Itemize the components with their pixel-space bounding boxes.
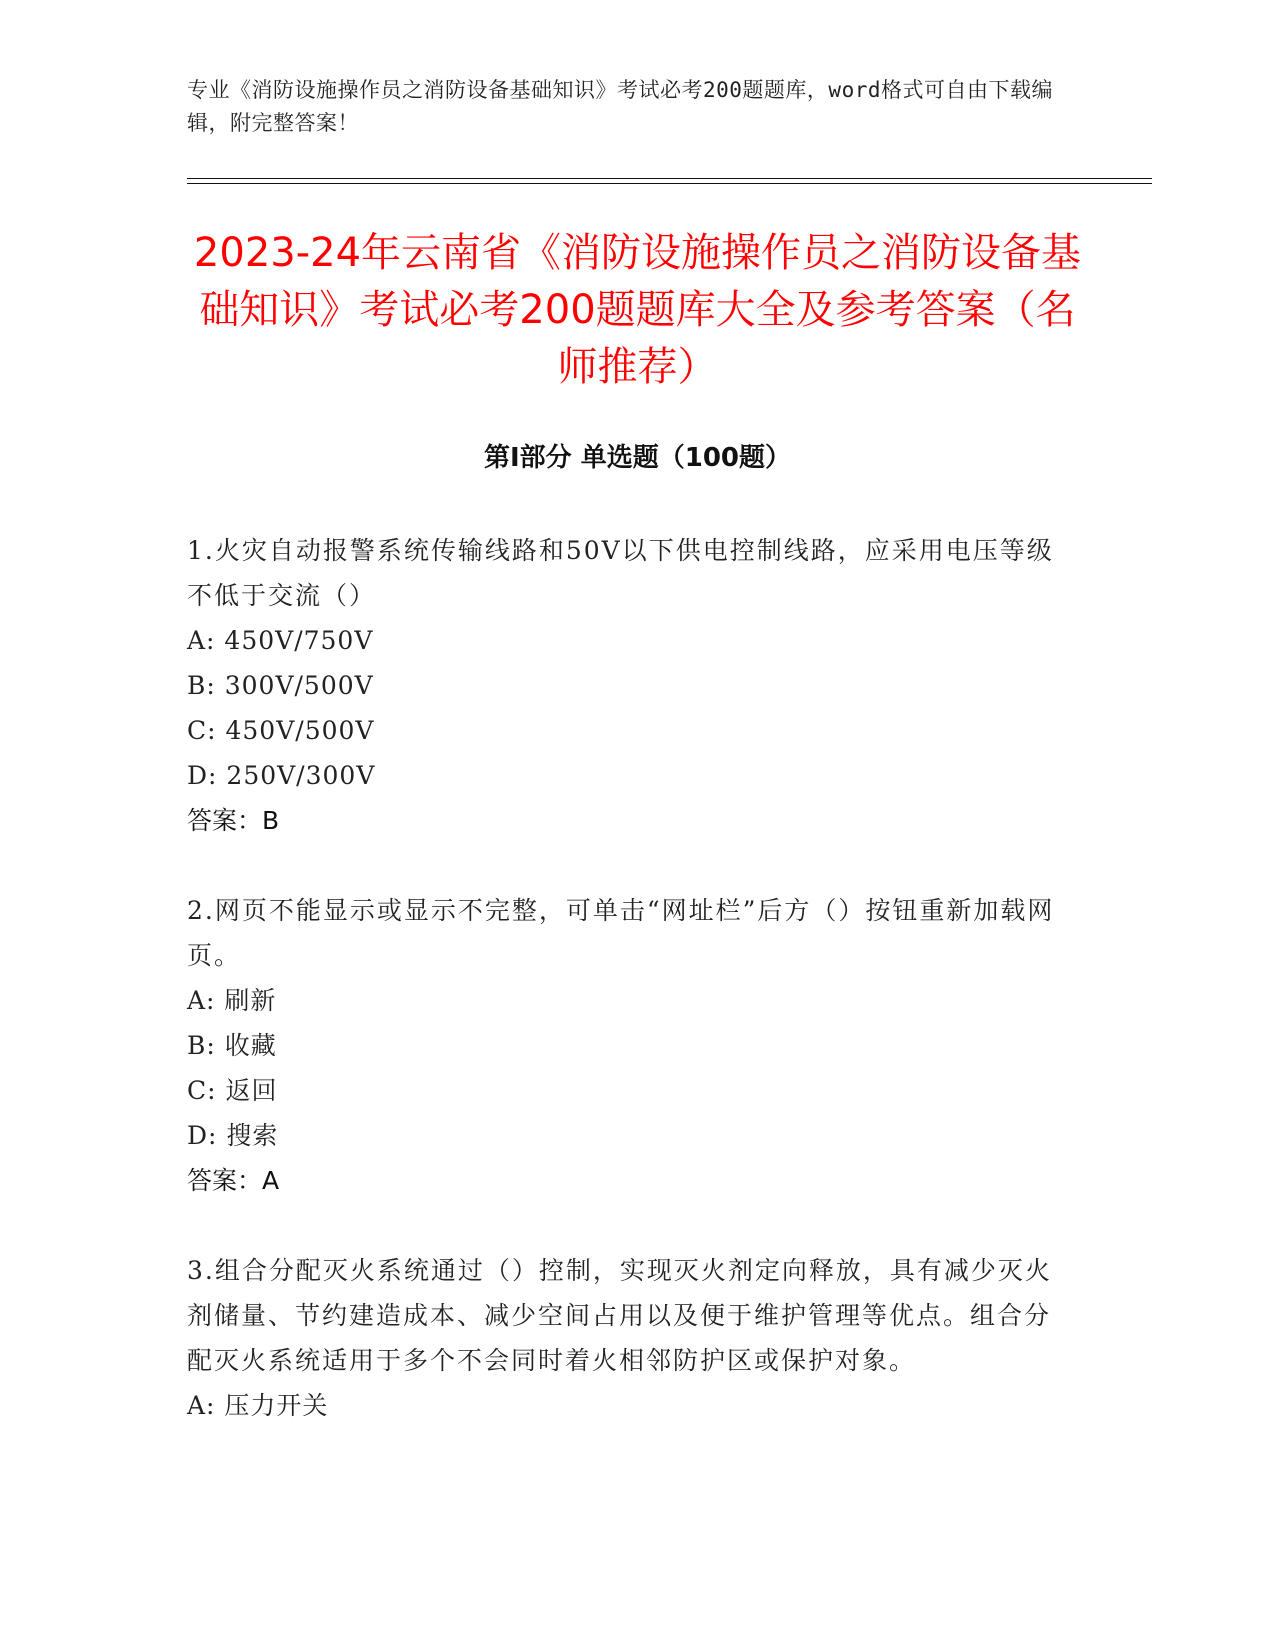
question-3 <box>187 1248 1067 1428</box>
option-a: A: 450V/750V <box>187 626 374 655</box>
question-1 <box>187 528 1067 888</box>
document-title: 2023-24年云南省《消防设施操作员之消防设备基础知识》考试必考200题题库大全及参考答案（名师推荐） <box>193 230 1082 390</box>
question-stem: 2.网页不能显示或显示不完整，可单击“网址栏”后方（）按钮重新加载网页。 <box>187 896 1055 970</box>
question-stem: 1.火灾自动报警系统传输线路和50V以下供电控制线路，应采用电压等级不低于交流（） <box>187 536 1054 610</box>
header-rule-bottom <box>187 183 1152 184</box>
header-rule-top <box>187 178 1152 179</box>
question-list <box>187 528 1067 1428</box>
option-a: A: 压力开关 <box>187 1391 329 1420</box>
option-b: B: 收藏 <box>187 1031 277 1060</box>
option-d: D: 250V/300V <box>187 761 376 790</box>
answer: 答案：B <box>187 806 280 835</box>
option-d: D: 搜索 <box>187 1121 279 1150</box>
question-stem: 3.组合分配灭火系统通过（）控制，实现灭火剂定向释放，具有减少灭火剂储量、节约建造成本、减少空间占用以及便于维护管理等优点。组合分配灭火系统适用于多个不会同时着火相邻防护区或保护对象。 <box>187 1256 1052 1375</box>
option-b: B: 300V/500V <box>187 671 374 700</box>
header-note: 专业《消防设施操作员之消防设备基础知识》考试必考200题题库，word格式可自由下载编辑，附完整答案！ <box>187 78 1053 135</box>
section-title: 第I部分 单选题（100题） <box>484 443 791 473</box>
answer: 答案：A <box>187 1166 280 1195</box>
question-2 <box>187 888 1067 1248</box>
question-spacer <box>187 1203 1067 1248</box>
option-c: C: 450V/500V <box>187 716 375 745</box>
option-c: C: 返回 <box>187 1076 278 1105</box>
question-spacer <box>187 843 1067 888</box>
option-a: A: 刷新 <box>187 986 277 1015</box>
